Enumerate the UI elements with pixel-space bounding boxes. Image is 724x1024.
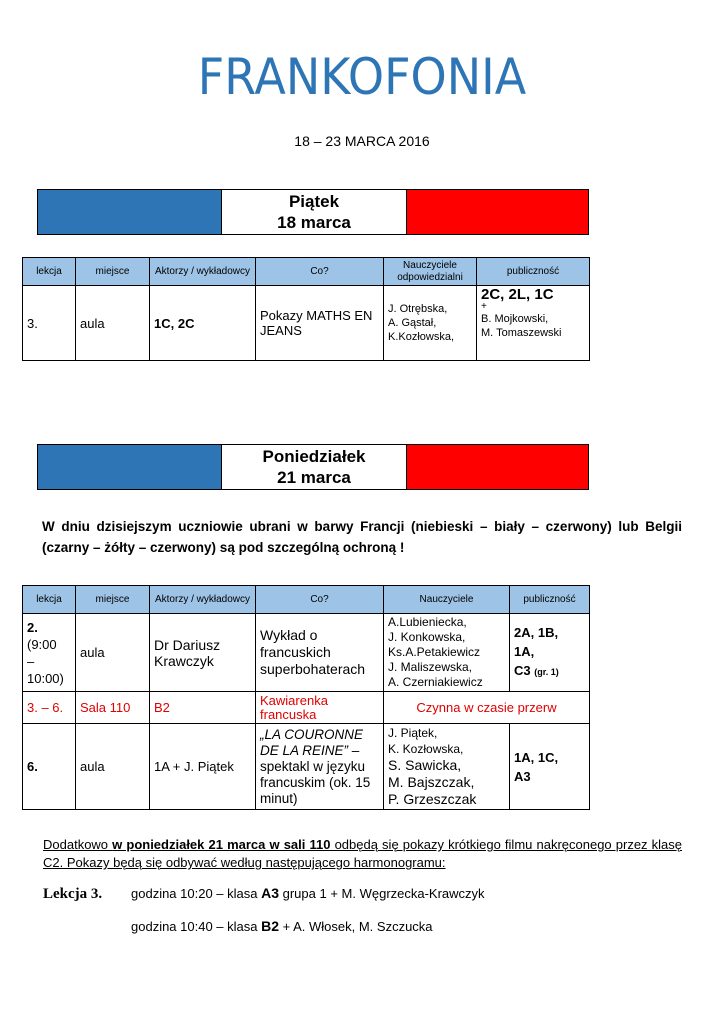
screening-details: grupa 1 + M. Węgrzecka-Krawczyk [279, 886, 485, 901]
header-cell: miejsce [76, 258, 150, 286]
co-cell [256, 724, 384, 810]
table-row [23, 724, 590, 810]
publicznosc-cell [477, 286, 590, 361]
extra-text: odbędą się pokazy krótkiego filmu nakręconego przez klasę C2. Pokazy będą się odbywać według następującego harmonogramu: [43, 837, 683, 870]
teacher-name: S. Sawicka, [388, 757, 462, 773]
flag-red-stripe [407, 190, 588, 234]
play-description: – spektakl w języku francuskim (ok. 15 minut) [260, 742, 371, 806]
lesson-time: – [27, 653, 35, 669]
publicznosc-cell [510, 614, 590, 692]
audience-classes: 1A, [514, 644, 535, 659]
header-cell: Aktorzy / wykładowcy [150, 586, 256, 614]
schedule-table-friday [22, 257, 590, 361]
page-title: FRANKOFONIA [197, 48, 527, 106]
header-cell: Nauczyciele odpowiedzialni [384, 258, 477, 286]
audience-teacher: B. Mojkowski, [481, 313, 549, 325]
teacher-name: K.Kozłowska, [388, 331, 455, 343]
screening-time: godzina 10:40 – klasa [131, 919, 262, 934]
audience-classes [514, 661, 585, 682]
miejsce-cell: aula [76, 614, 150, 692]
flag-white-stripe [222, 190, 407, 234]
teacher-name: K. Kozłowska, [388, 742, 464, 756]
day-name: Piątek [288, 192, 340, 211]
header-cell: publiczność [477, 258, 590, 286]
extra-text: Dodatkowo [43, 837, 113, 852]
audience-classes: 1A, 1C, [514, 749, 559, 765]
audience-classes: 2C, 2L, 1C [481, 286, 554, 303]
play-title: „LA COURONNE DE LA REINE” [260, 726, 364, 758]
teacher-name: J. Konkowska, [388, 630, 466, 644]
audience-plus: + [481, 301, 487, 312]
flag-red-stripe [407, 445, 588, 489]
table-header-row [23, 258, 590, 286]
miejsce-cell: aula [76, 286, 150, 361]
extra-bold: w poniedziałek 21 marca w sali 110 [112, 837, 331, 852]
screening-row-2 [131, 918, 433, 934]
teacher-name: J. Otrębska, [388, 303, 448, 315]
table-row [23, 614, 590, 692]
co-cell: Pokazy MATHS EN JEANS [256, 286, 384, 361]
header-cell: lekcja [23, 586, 76, 614]
teacher-name: A.Lubieniecka, [388, 615, 467, 629]
header-cell: publiczność [510, 586, 590, 614]
aktorzy-cell: 1C, 2C [150, 286, 256, 361]
audience-classes: 2A, 1B, [514, 625, 559, 640]
lesson-time: 10:00) [27, 670, 64, 686]
header-cell: lekcja [23, 258, 76, 286]
teacher-name: J. Piątek, [388, 726, 438, 740]
teacher-name: Ks.A.Petakiewicz [388, 645, 481, 659]
day-name: Poniedziałek [262, 447, 366, 466]
co-cell: Kawiarenka francuska [256, 692, 384, 724]
header-cell: miejsce [76, 586, 150, 614]
nauczyciele-cell [384, 286, 477, 361]
flag-banner-friday [37, 189, 589, 235]
audience-classes: A3 [514, 768, 531, 784]
dress-code-note: W dniu dzisiejszym uczniowie ubrani w barwy Francji (niebieski – biały – czerwony) lub Belgii (czarny – żółty – czerwony) są pod szczególną ochroną ! [42, 519, 682, 555]
teacher-name: M. Bajszczak, [388, 774, 475, 790]
table-row [23, 286, 590, 361]
screening-details: + A. Włosek, M. Szczucka [279, 919, 433, 934]
miejsce-cell: aula [76, 724, 150, 810]
screening-class: B2 [261, 918, 280, 934]
aktorzy-cell: 1A + J. Piątek [150, 724, 256, 810]
table-header-row [23, 586, 590, 614]
lesson-label: Lekcja 3. [43, 886, 103, 902]
nauczyciele-cell [384, 614, 510, 692]
audience-teacher: M. Tomaszewski [481, 327, 562, 339]
header-cell: Co? [256, 586, 384, 614]
screening-row-1 [43, 885, 485, 903]
aktorzy-cell: B2 [150, 692, 256, 724]
aktorzy-cell: Dr Dariusz Krawczyk [150, 614, 256, 692]
screening-time: godzina 10:20 – klasa [131, 886, 262, 901]
lekcja-cell: 3. [23, 286, 76, 361]
lekcja-cell [23, 614, 76, 692]
miejsce-cell: Sala 110 [76, 692, 150, 724]
event-dates: 18 – 23 MARCA 2016 [294, 133, 430, 149]
screening-class: A3 [261, 885, 280, 901]
lekcja-cell: 3. – 6. [23, 692, 76, 724]
schedule-table-monday [22, 585, 590, 810]
nauczyciele-cell [384, 724, 510, 810]
audience-class: C3 [514, 663, 531, 678]
publicznosc-cell [510, 724, 590, 810]
teacher-name: A. Gąstał, [388, 317, 437, 329]
flag-blue-stripe [38, 190, 222, 234]
day-date: 21 marca [277, 468, 351, 487]
teacher-name: A. Czerniakiewicz [388, 675, 483, 689]
lesson-time: (9:00 [27, 636, 57, 652]
teacher-name: J. Maliszewska, [388, 660, 473, 674]
lesson-number: 2. [27, 619, 38, 635]
header-cell: Aktorzy / wykładowcy [150, 258, 256, 286]
audience-group: (gr. 1) [534, 667, 559, 677]
flag-white-stripe [222, 445, 407, 489]
extra-info-paragraph [43, 836, 682, 872]
czynna-cell: Czynna w czasie przerw [384, 692, 590, 724]
flag-blue-stripe [38, 445, 222, 489]
teacher-name: P. Grzeszczak [388, 791, 477, 807]
co-cell: Wykład o francuskich superbohaterach [256, 614, 384, 692]
table-row [23, 692, 590, 724]
header-cell: Co? [256, 258, 384, 286]
day-date: 18 marca [277, 213, 351, 232]
lekcja-cell: 6. [23, 724, 76, 810]
flag-banner-monday [37, 444, 589, 490]
header-cell: Nauczyciele [384, 586, 510, 614]
